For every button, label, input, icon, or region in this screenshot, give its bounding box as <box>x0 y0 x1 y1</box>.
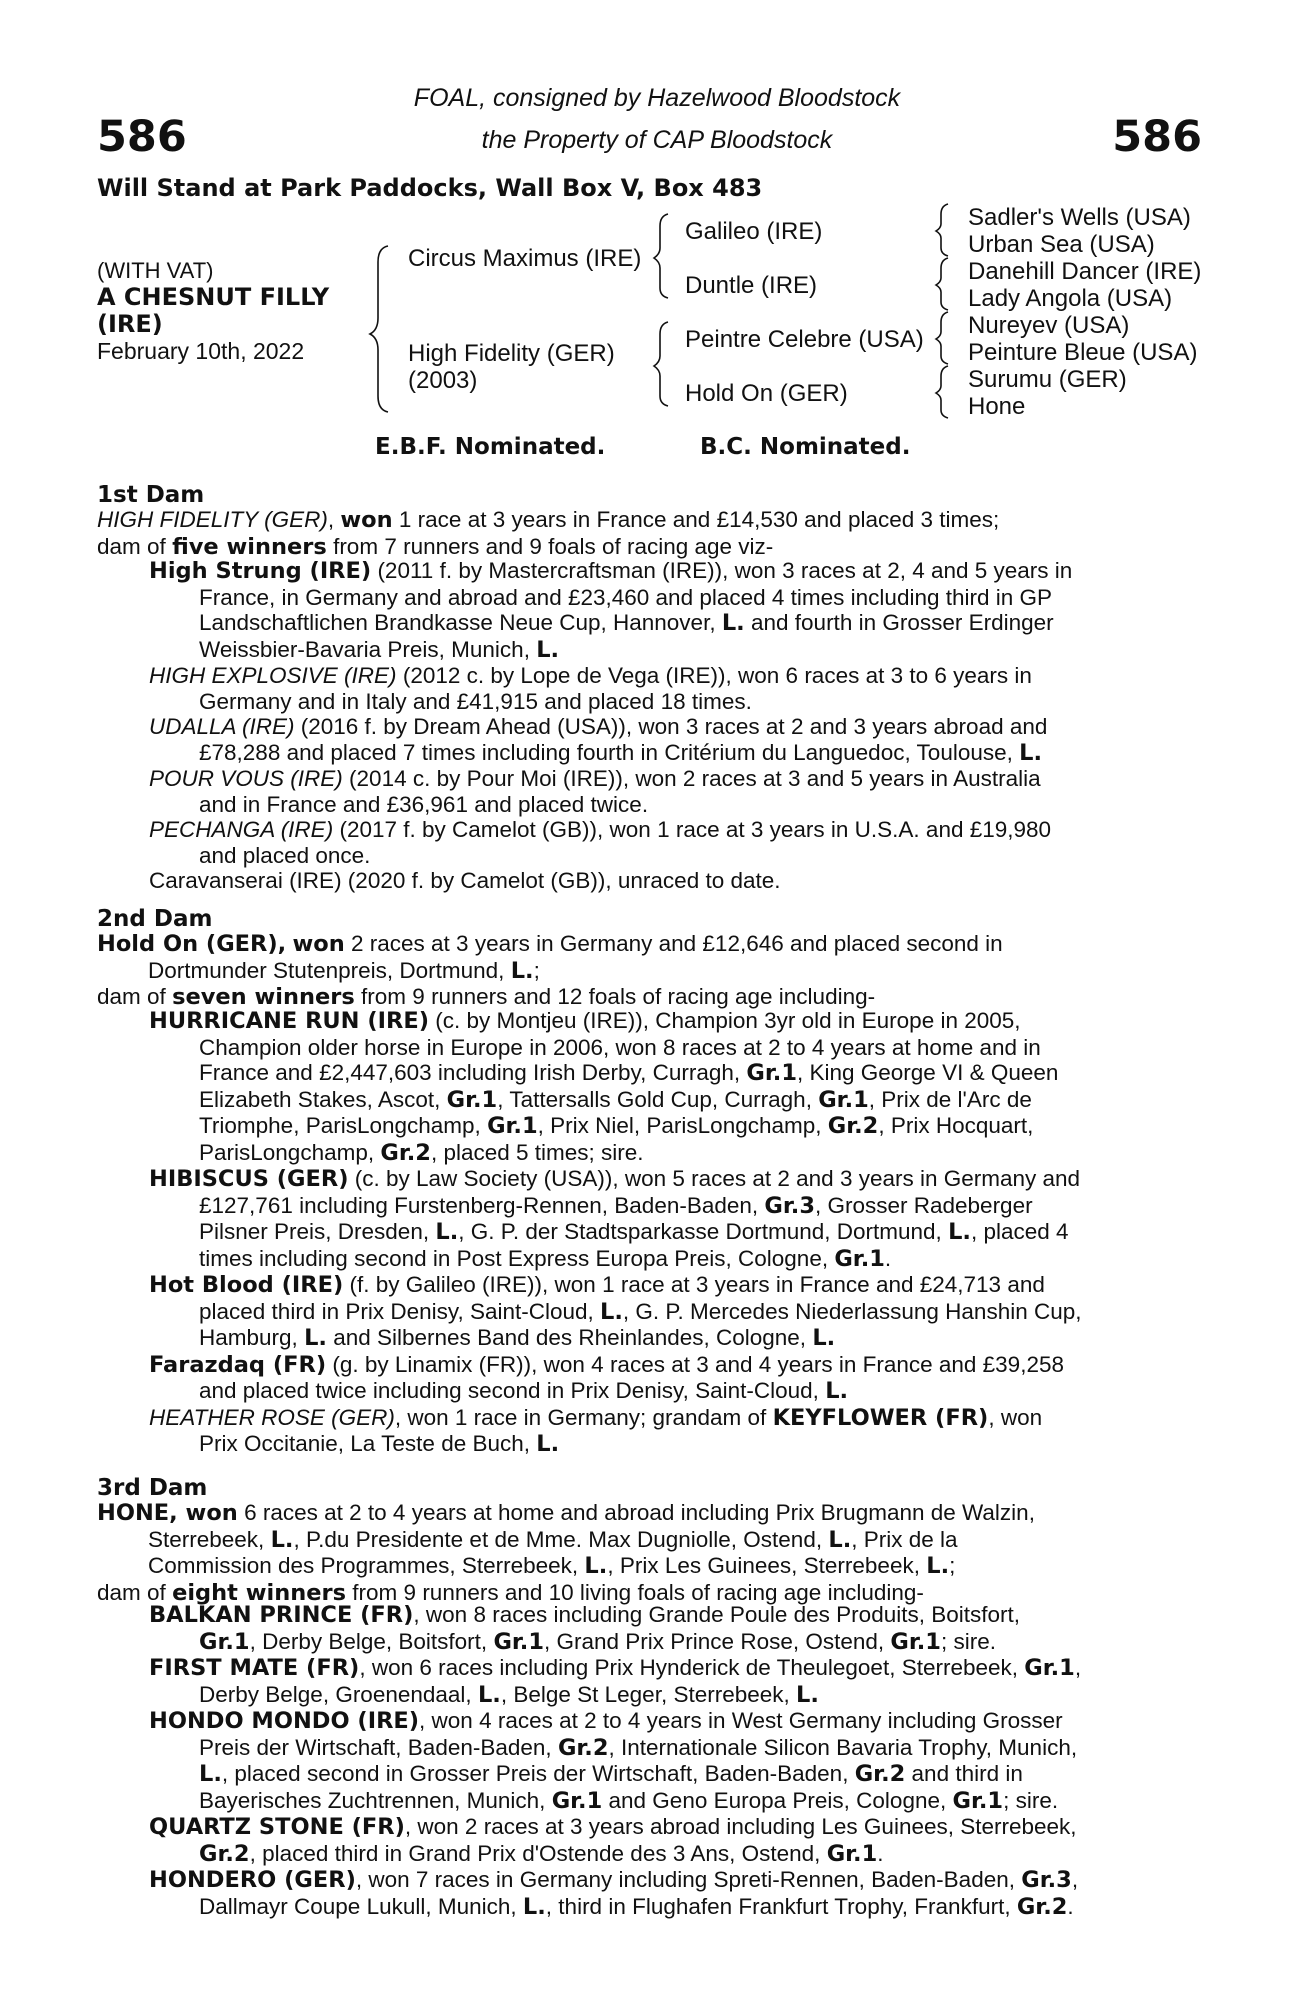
property-line: the Property of CAP Bloodstock <box>481 126 833 154</box>
lot-number-left: 586 <box>97 112 187 162</box>
gen3-ancestor: Nureyev (USA) <box>968 312 1130 339</box>
horse-origin: (IRE) <box>97 310 163 338</box>
progeny-entry: BALKAN PRINCE (FR), won 8 races including Grande Poule des Produits, Boitsfort, Gr.1, Derby Belge, Boitsfort, Gr.1, Grand Prix Prince Rose, Ostend, Gr.1; sire. FIRST MATE (FR), won 6 races including Prix Hynderick de Theulegoet, Sterrebeek, Gr.1, Derby Belge, Groenendaal, L., Belge St Leger, Sterrebeek, L. HONDO MONDO (IRE), won 4 races at 2 to 4 years in West Germany including Grosser Preis der Wirtschaft, Baden-Baden, Gr.2, Internationale Silicon Bavaria Trophy, Munich, L., placed second in Grosser Preis der Wirtschaft, Baden-Baden, Gr.2 and third in Bayerisches Zuchtrennen, Munich, Gr.1 and Geno Europa Preis, Cologne, Gr.1; sire. QUARTZ STONE (FR), won 2 races at 3 years abroad including Les Guinees, Sterrebeek, Gr.2, placed third in Grand Prix d'Ostende des 3 Ans, Ostend, Gr.1. HONDERO (GER), won 7 races in Germany including Spreti-Rennen, Baden-Baden, Gr.3, Dallmayr Coupe Lukull, Munich, L., third in Flughafen Frankfurt Trophy, Frankfurt, Gr.2. <box>149 1602 1082 1920</box>
gen3-ancestor: Danehill Dancer (IRE) <box>968 258 1202 285</box>
third-dam-heading: 3rd Dam <box>97 1475 208 1501</box>
dam-year: (2003) <box>408 367 478 394</box>
sire-dam: Duntle (IRE) <box>685 272 818 299</box>
dam-sire: Peintre Celebre (USA) <box>685 326 924 353</box>
gen3-ancestor: Peinture Bleue (USA) <box>968 339 1198 366</box>
gen3-ancestor: Hone <box>968 393 1026 420</box>
gen3-ancestor: Sadler's Wells (USA) <box>968 204 1191 231</box>
gen3-ancestor: Urban Sea (USA) <box>968 231 1155 258</box>
gen3-ancestor: Surumu (GER) <box>968 366 1127 393</box>
gen3-ancestor: Lady Angola (USA) <box>968 285 1173 312</box>
sire-name: Circus Maximus (IRE) <box>408 245 642 272</box>
first-dam-record: HIGH FIDELITY (GER), won 1 race at 3 years in France and £14,530 and placed 3 times; dam of five winners from 7 runners and 9 foals of racing age viz- <box>97 507 1000 560</box>
ebf-nomination: E.B.F. Nominated. <box>375 434 606 460</box>
progeny-entry: High Strung (IRE) (2011 f. by Mastercraftsman (IRE)), won 3 races at 2, 4 and 5 years in France, in Germany and abroad and £23,460 and placed 4 times including third in GP Landschaftlichen Brandkasse Neue Cup, Hannover, L. and fourth in Grosser Erdinger Weissbier-Bavaria Preis, Munich, L. HIGH EXPLOSIVE (IRE) (2012 c. by Lope de Vega (IRE)), won 6 races at 3 to 6 years in Germany and in Italy and £41,915 and placed 18 times. UDALLA (IRE) (2016 f. by Dream Ahead (USA)), won 3 races at 2 and 3 years abroad and £78,288 and placed 7 times including fourth in Critérium du Languedoc, Toulouse, L. POUR VOUS (IRE) (2014 c. by Pour Moi (IRE)), won 2 races at 3 and 5 years in Australia and in France and £36,961 and placed twice. PECHANGA (IRE) (2017 f. by Camelot (GB)), won 1 race at 3 years in U.S.A. and £19,980 and placed once. Caravanserai (IRE) (2020 f. by Camelot (GB)), unraced to date. <box>149 558 1073 893</box>
third-dam-record: HONE, won 6 races at 2 to 4 years at home and abroad including Prix Brugmann de Walzin, Sterrebeek, L., P.du Presidente et de Mme. Max Dugniolle, Ostend, L., Prix de la Commission des Programmes, Sterrebeek, L., Prix Les Guinees, Sterrebeek, L.; dam of eight winners from 9 runners and 10 living foals of racing age including- <box>97 1500 1035 1606</box>
dam-name: High Fidelity (GER) <box>408 340 615 367</box>
second-dam-record: Hold On (GER), won 2 races at 3 years in Germany and £12,646 and placed second in Dortmunder Stutenpreis, Dortmund, L.; dam of seven winners from 9 runners and 12 foals of racing age including- <box>97 931 1003 1010</box>
first-dam-heading: 1st Dam <box>97 482 205 508</box>
foaling-date: February 10th, 2022 <box>97 338 305 364</box>
progeny-entry: HURRICANE RUN (IRE) (c. by Montjeu (IRE)), Champion 3yr old in Europe in 2005, Champion older horse in Europe in 2006, won 8 races at 2 to 4 years at home and in France and £2,447,603 including Irish Derby, Curragh, Gr.1, King George VI & Queen Elizabeth Stakes, Ascot, Gr.1, Tattersalls Gold Cup, Curragh, Gr.1, Prix de l'Arc de Triomphe, ParisLongchamp, Gr.1, Prix Niel, ParisLongchamp, Gr.2, Prix Hocquart, ParisLongchamp, Gr.2, placed 5 times; sire. HIBISCUS (GER) (c. by Law Society (USA)), won 5 races at 2 and 3 years in Germany and £127,761 including Furstenberg-Rennen, Baden-Baden, Gr.3, Grosser Radeberger Pilsner Preis, Dresden, L., G. P. der Stadtsparkasse Dortmund, Dortmund, L., placed 4 times including second in Post Express Europa Preis, Cologne, Gr.1. Hot Blood (IRE) (f. by Galileo (IRE)), won 1 race at 3 years in France and £24,713 and placed third in Prix Denisy, Saint-Cloud, L., G. P. Mercedes Niederlassung Hanshin Cup, Hamburg, L. and Silbernes Band des Rheinlandes, Cologne, L. Farazdaq (FR) (g. by Linamix (FR)), won 4 races at 3 and 4 years in France and £39,258 and placed twice including second in Prix Denisy, Saint-Cloud, L. HEATHER ROSE (GER), won 1 race in Germany; grandam of KEYFLOWER (FR), won Prix Occitanie, La Teste de Buch, L. <box>149 1008 1082 1457</box>
bc-nomination: B.C. Nominated. <box>700 434 911 460</box>
second-dam-heading: 2nd Dam <box>97 906 213 932</box>
dam-dam: Hold On (GER) <box>685 380 848 407</box>
lot-number-right: 586 <box>1112 112 1202 162</box>
stand-location: Will Stand at Park Paddocks, Wall Box V, Box 483 <box>97 174 763 202</box>
sire-sire: Galileo (IRE) <box>685 218 823 245</box>
horse-description: A CHESNUT FILLY <box>97 283 330 311</box>
vat-status: (WITH VAT) <box>97 258 214 283</box>
consignor-line: FOAL, consigned by Hazelwood Bloodstock <box>413 84 901 112</box>
